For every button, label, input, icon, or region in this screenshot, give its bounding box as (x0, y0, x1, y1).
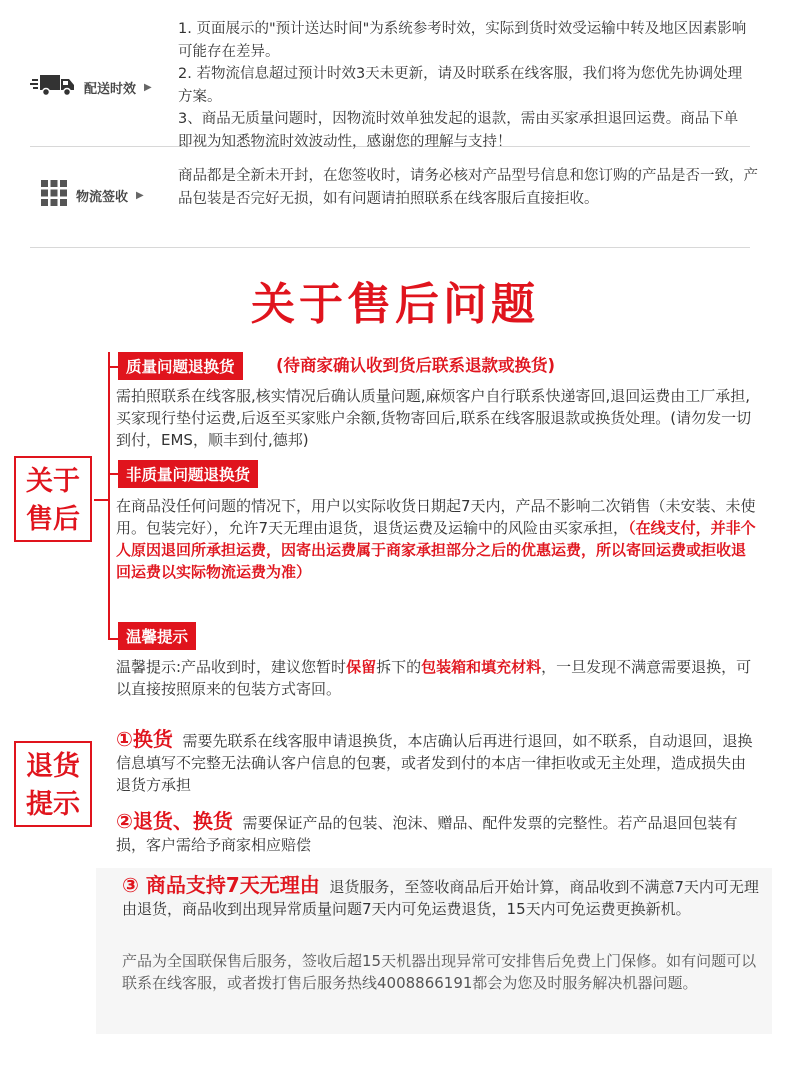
return-item-3-title: ③ 商品支持7天无理由 (122, 873, 320, 897)
returns-side-box (14, 741, 92, 827)
return-item-3-text: 退货服务，至签收商品后开始计算，商品收到不满意7天内可无理由退货，商品收到出现异常质量问题7天内可免运费退货，15天内可免运费更换新机。 (122, 878, 759, 918)
after-sales-title: 关于售后问题 (251, 279, 539, 330)
non-quality-text (116, 495, 756, 583)
tips-text-c: ，一旦发现不满意需要退换，可以直接按照原来的包装方式寄回。 (116, 658, 752, 698)
triangle-right-icon: ▶ (136, 189, 144, 201)
shipping-note-1: 1. 页面展示的"预计送达时间"为系统参考时效，实际到货时效受运输中转及地区因素影响可能存在差异。 (178, 21, 747, 60)
connector-line (108, 366, 118, 368)
truck-icon (30, 72, 76, 102)
tips-tag: 温馨提示 (118, 622, 196, 650)
non-quality-tag: 非质量问题退换货 (118, 460, 258, 488)
signoff-label (40, 179, 144, 211)
signoff-text: 商品都是全新未开封，在您签收时，请务必核对产品型号信息和您订购的产品是否一致，产品包装是否完好无损，如有问题请拍照联系在线客服后直接拒收。 (178, 168, 758, 207)
quality-tag: 质量问题退换货 (118, 352, 243, 380)
after-sales-side-box (14, 456, 92, 542)
side-label-line-2: 提示 (26, 789, 80, 820)
tips-red-b: 包装箱和填充材料 (421, 658, 542, 676)
return-item-2-text: 需要保证产品的包装、泡沫、赠品、配件发票的完整性。若产品退回包装有损，客户需给予商家相应赔偿 (116, 814, 738, 854)
shipping-label-text: 配送时效 (84, 81, 137, 97)
side-label-line-1: 关于 (26, 466, 80, 497)
triangle-right-icon: ▶ (144, 81, 152, 93)
shipping-notes (178, 18, 750, 153)
signoff-section (30, 155, 758, 248)
connector-line (94, 499, 108, 501)
non-quality-red-text: （在线支付，并非个人原因退回所承担运费，因寄出运费属于商家承担部分之后的优惠运费，所以寄回运费或拒收退回运费以实际物流运费为准） (116, 519, 756, 581)
return-item-3 (122, 874, 762, 920)
side-label-line-1: 退货 (26, 751, 80, 782)
shipping-section (30, 10, 750, 150)
signoff-label-text: 物流签收 (76, 189, 129, 205)
grid-icon (40, 179, 68, 211)
return-item-1-title: ①换货 (116, 727, 173, 751)
shipping-note-3: 3、商品无质量问题时，因物流时效单独发起的退款，需由买家承担退回运费。商品下单即视为知悉物流时效波动性，感谢您的理解与支持！ (178, 111, 739, 150)
return-item-2 (116, 810, 756, 856)
quality-text: 需拍照联系在线客服,核实情况后确认质量问题,麻烦客户自行联系快递寄回,退回运费由工厂承担,买家现行垫付运费,后返至买家账户余额,货物寄回后,联系在线客服退款或换货处理。(请勿发一切到付，EMS，顺丰到付,德邦) (116, 387, 752, 449)
tips-text-a: 温馨提示:产品收到时，建议您暂时 (116, 658, 347, 676)
connector-line (108, 638, 118, 640)
connector-line (108, 473, 118, 475)
non-quality-body: 在商品没任何问题的情况下，用户以实际收货日期起7天内，产品不影响二次销售（未安装、未使用。包装完好），允许7天无理由退货，退货运费及运输中的风险由买家承担， (116, 497, 756, 537)
return-item-3-text-2: 产品为全国联保售后服务，签收后超15天机器出现异常可安排售后免费上门保修。如有问题可以联系在线客服，或者拨打售后服务热线4008866191都会为您及时服务解决机器问题。 (122, 952, 757, 992)
quality-note: (待商家确认收到货后联系退款或换货) (276, 356, 556, 375)
tips-text (116, 656, 756, 700)
tips-red-a: 保留 (346, 658, 377, 676)
side-label-line-2: 售后 (26, 504, 80, 535)
return-item-1 (116, 728, 756, 796)
shipping-label (30, 72, 152, 102)
return-item-2-title: ②退货、换货 (116, 809, 233, 833)
tips-text-b: 拆下的 (376, 658, 422, 676)
return-item-1-text: 需要先联系在线客服申请退换货，本店确认后再进行退回，如不联系，自动退回，退换信息填写不完整无法确认客户信息的包裹，或者发到付的本店一律拒收或无主处理，造成损失由退货方承担 (116, 732, 753, 794)
shipping-note-2: 2. 若物流信息超过预计时效3天未更新，请及时联系在线客服，我们将为您优先协调处理方案。 (178, 66, 743, 105)
